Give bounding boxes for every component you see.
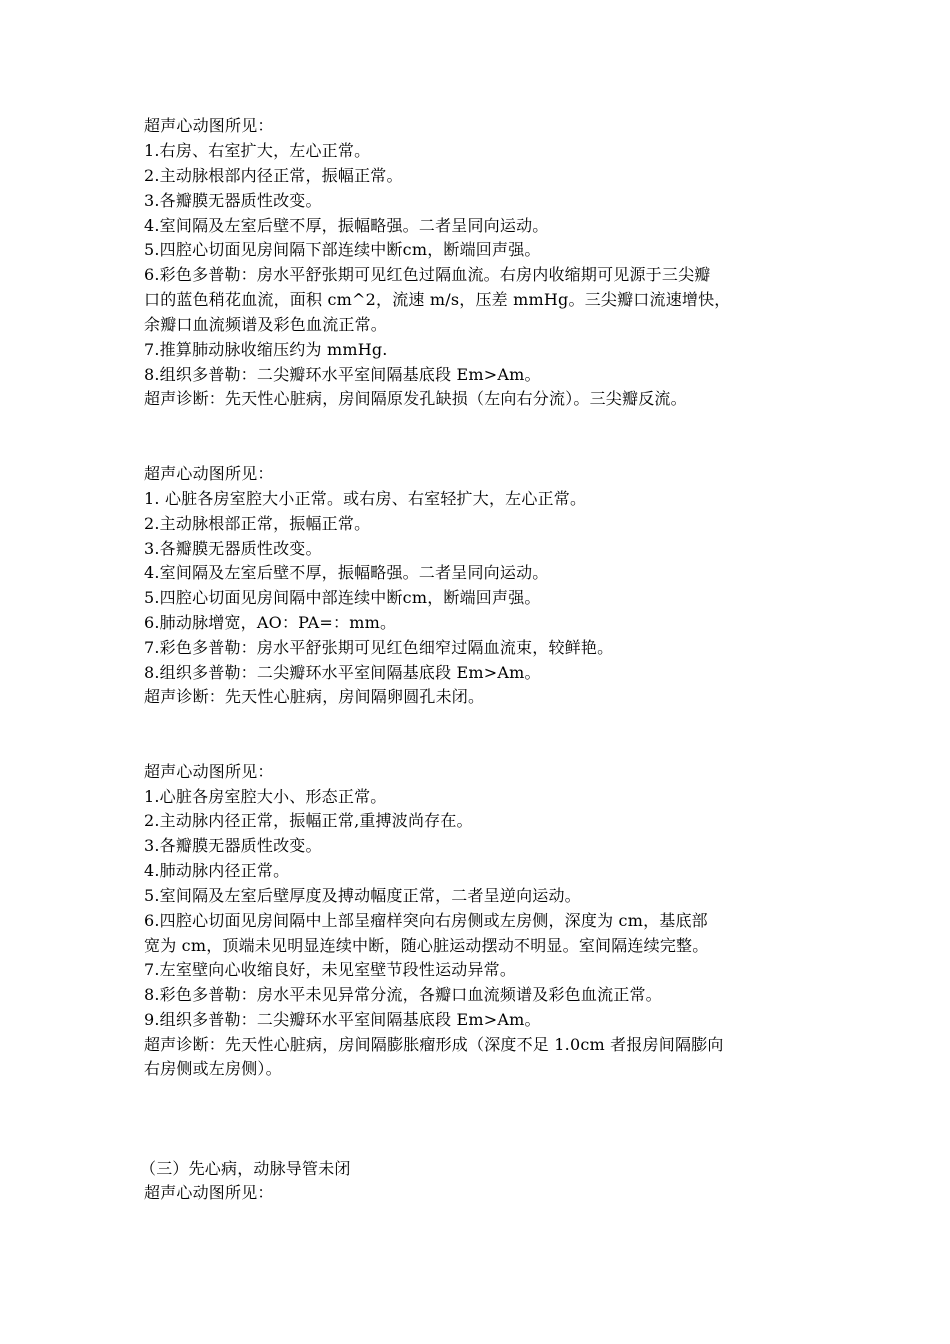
section1-line-8: 余瓣口血流频谱及彩色血流正常。: [144, 315, 388, 334]
section3-line-10: 9.组织多普勒：二尖瓣环水平室间隔基底段 Em>Am。: [144, 1010, 541, 1029]
section3-line-6: 6.四腔心切面见房间隔中上部呈瘤样突向右房侧或左房侧，深度为 cm，基底部: [144, 911, 708, 930]
section2-line-8: 8.组织多普勒：二尖瓣环水平室间隔基底段 Em>Am。: [144, 663, 541, 682]
section3-diagnosis-line-2: 右房侧或左房侧）。: [144, 1059, 282, 1078]
section2-line-7: 7.彩色多普勒：房水平舒张期可见红色细窄过隔血流束，较鲜艳。: [144, 638, 614, 657]
section1-line-6: 6.彩色多普勒：房水平舒张期可见红色过隔血流。右房内收缩期可见源于三尖瓣: [144, 265, 711, 284]
section3-line-9: 8.彩色多普勒：房水平未见异常分流，各瓣口血流频谱及彩色血流正常。: [144, 985, 662, 1004]
section1-line-4: 4.室间隔及左室后壁不厚，振幅略强。二者呈同向运动。: [144, 216, 549, 235]
section4-heading: （三）先心病，动脉导管未闭: [140, 1159, 351, 1178]
section3-line-2: 2.主动脉内径正常，振幅正常,重搏波尚存在。: [144, 811, 473, 830]
section1-line-10: 8.组织多普勒：二尖瓣环水平室间隔基底段 Em>Am。: [144, 365, 541, 384]
section2-line-3: 3.各瓣膜无器质性改变。: [144, 539, 322, 558]
section3-title: 超声心动图所见：: [144, 762, 274, 781]
section1-title: 超声心动图所见：: [144, 116, 274, 135]
section1-diagnosis: 超声诊断：先天性心脏病，房间隔原发孔缺损（左向右分流）。三尖瓣反流。: [144, 389, 687, 408]
section1-line-3: 3.各瓣膜无器质性改变。: [144, 191, 322, 210]
section2-title: 超声心动图所见：: [144, 464, 274, 483]
section3-line-7: 宽为 cm，顶端未见明显连续中断，随心脏运动摆动不明显。室间隔连续完整。: [144, 936, 709, 955]
section3-line-4: 4.肺动脉内径正常。: [144, 861, 290, 880]
section3-line-8: 7.左室壁向心收缩良好，未见室壁节段性运动异常。: [144, 960, 517, 979]
section2-line-4: 4.室间隔及左室后壁不厚，振幅略强。二者呈同向运动。: [144, 563, 549, 582]
section1-line-5: 5.四腔心切面见房间隔下部连续中断cm，断端回声强。: [144, 240, 541, 259]
section2-line-5: 5.四腔心切面见房间隔中部连续中断cm，断端回声强。: [144, 588, 541, 607]
section3-diagnosis-line-1: 超声诊断：先天性心脏病，房间隔膨胀瘤形成（深度不足 1.0cm 者报房间隔膨向: [144, 1035, 724, 1054]
section2-line-2: 2.主动脉根部正常，振幅正常。: [144, 514, 371, 533]
section2-line-6: 6.肺动脉增宽，AO：PA=：mm。: [144, 613, 397, 632]
section1-line-1: 1.右房、右室扩大，左心正常。: [144, 141, 371, 160]
section2-diagnosis: 超声诊断：先天性心脏病，房间隔卵圆孔未闭。: [144, 687, 485, 706]
section3-line-5: 5.室间隔及左室后壁厚度及搏动幅度正常，二者呈逆向运动。: [144, 886, 581, 905]
section3-line-1: 1.心脏各房室腔大小、形态正常。: [144, 787, 387, 806]
section1-line-7: 口的蓝色稍花血流，面积 cm^2，流速 m/s，压差 mmHg。三尖瓣口流速增快，: [144, 290, 731, 309]
section4-title: 超声心动图所见：: [144, 1183, 274, 1202]
section1-line-9: 7.推算肺动脉收缩压约为 mmHg.: [144, 340, 388, 359]
section2-line-1: 1. 心脏各房室腔大小正常。或右房、右室轻扩大，左心正常。: [144, 489, 587, 508]
section3-line-3: 3.各瓣膜无器质性改变。: [144, 836, 322, 855]
section1-line-2: 2.主动脉根部内径正常，振幅正常。: [144, 166, 403, 185]
